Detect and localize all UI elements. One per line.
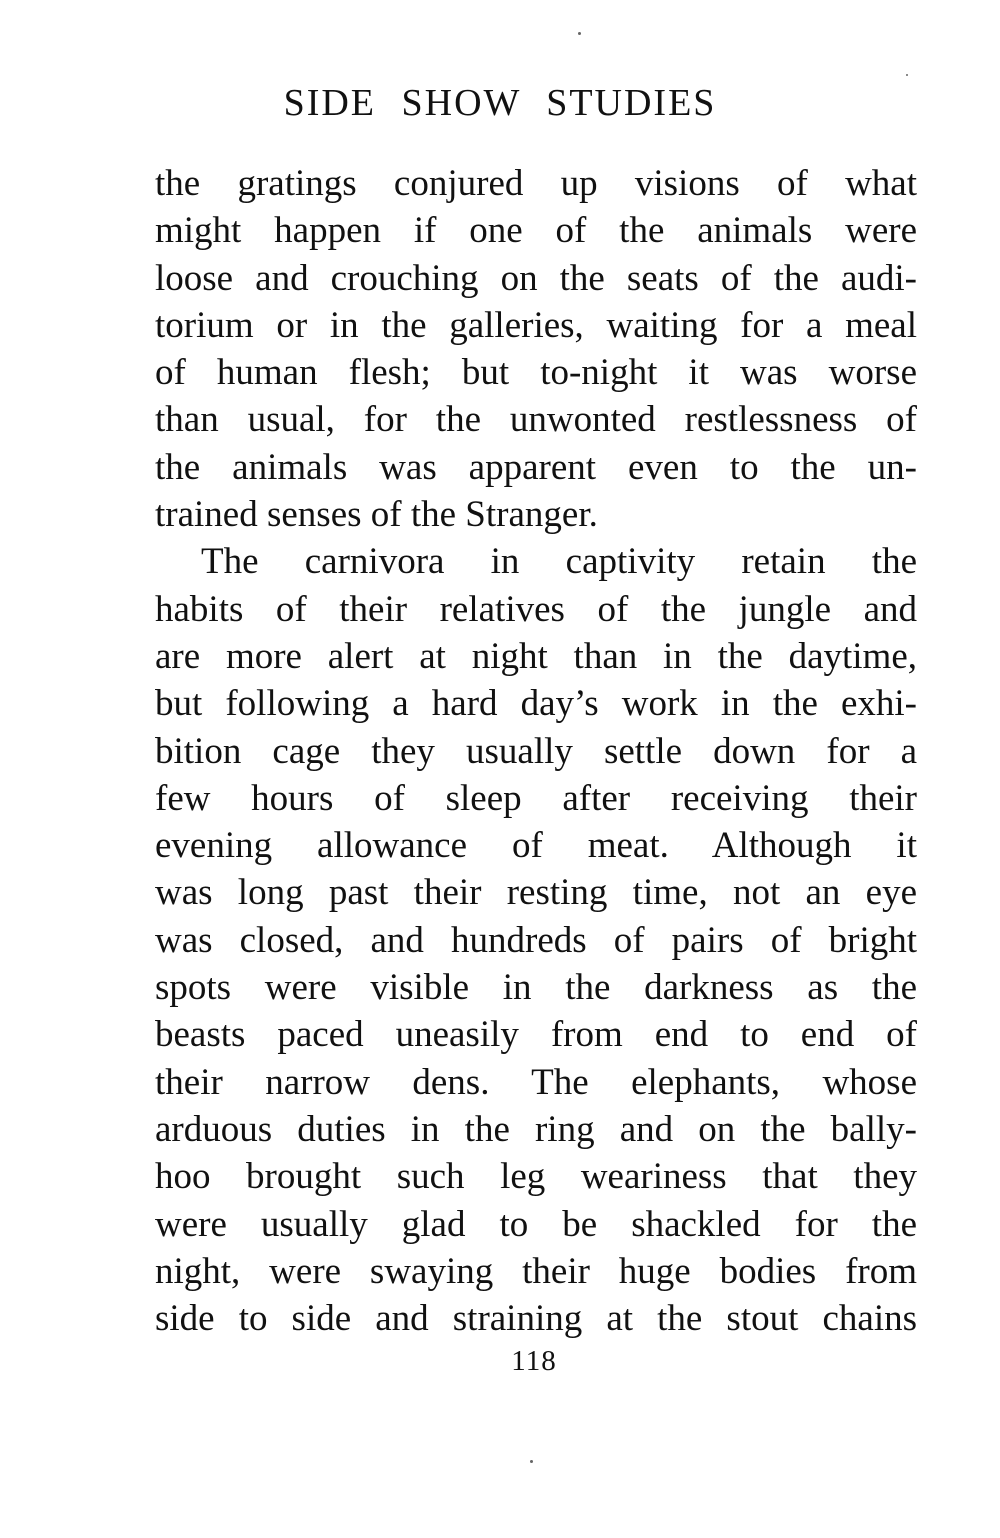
text-line: might happen if one of the animals were [155,210,917,252]
text-line: was long past their resting time, not an eye [155,872,917,914]
text-line: spots were visible in the darkness as the [155,967,917,1009]
text-line: evening allowance of meat. Although it [155,825,917,867]
text-line: bition cage they usually settle down for a [155,730,917,772]
scan-speck [578,32,581,35]
text-line: few hours of sleep after receiving their [155,777,917,819]
text-line: night, were swaying their huge bodies from [155,1250,917,1292]
paragraph-end-line: trained senses of the Stranger. [155,494,598,536]
text-line: beasts paced uneasily from end to end of [155,1014,917,1056]
text-line: but following a hard day’s work in the exhi- [155,683,917,725]
page-number: 118 [511,1345,557,1377]
scan-speck [530,1460,533,1463]
text-line: their narrow dens. The elephants, whose [155,1061,917,1103]
text-line: side to side and straining at the stout chains [155,1298,917,1340]
body-text [155,160,917,1342]
text-line: hoo brought such leg weariness that they [155,1156,917,1198]
text-line: torium or in the galleries, waiting for a meal [155,304,917,346]
text-line: than usual, for the unwonted restlessness of [155,399,917,441]
running-head: SIDE SHOW STUDIES [283,82,717,124]
paragraph-start-line: The carnivora in captivity retain the [201,541,917,583]
text-line: was closed, and hundreds of pairs of bright [155,919,917,961]
text-line: loose and crouching on the seats of the audi- [155,257,917,299]
text-line: of human flesh; but to-night it was worse [155,352,917,394]
text-line: the gratings conjured up visions of what [155,163,917,204]
text-line: were usually glad to be shackled for the [155,1203,917,1245]
text-line: arduous duties in the ring and on the bally- [155,1108,917,1150]
text-line: the animals was apparent even to the un- [155,446,917,488]
text-line: habits of their relatives of the jungle and [155,588,917,630]
text-line: are more alert at night than in the daytime, [155,635,917,677]
scan-speck [906,74,908,76]
